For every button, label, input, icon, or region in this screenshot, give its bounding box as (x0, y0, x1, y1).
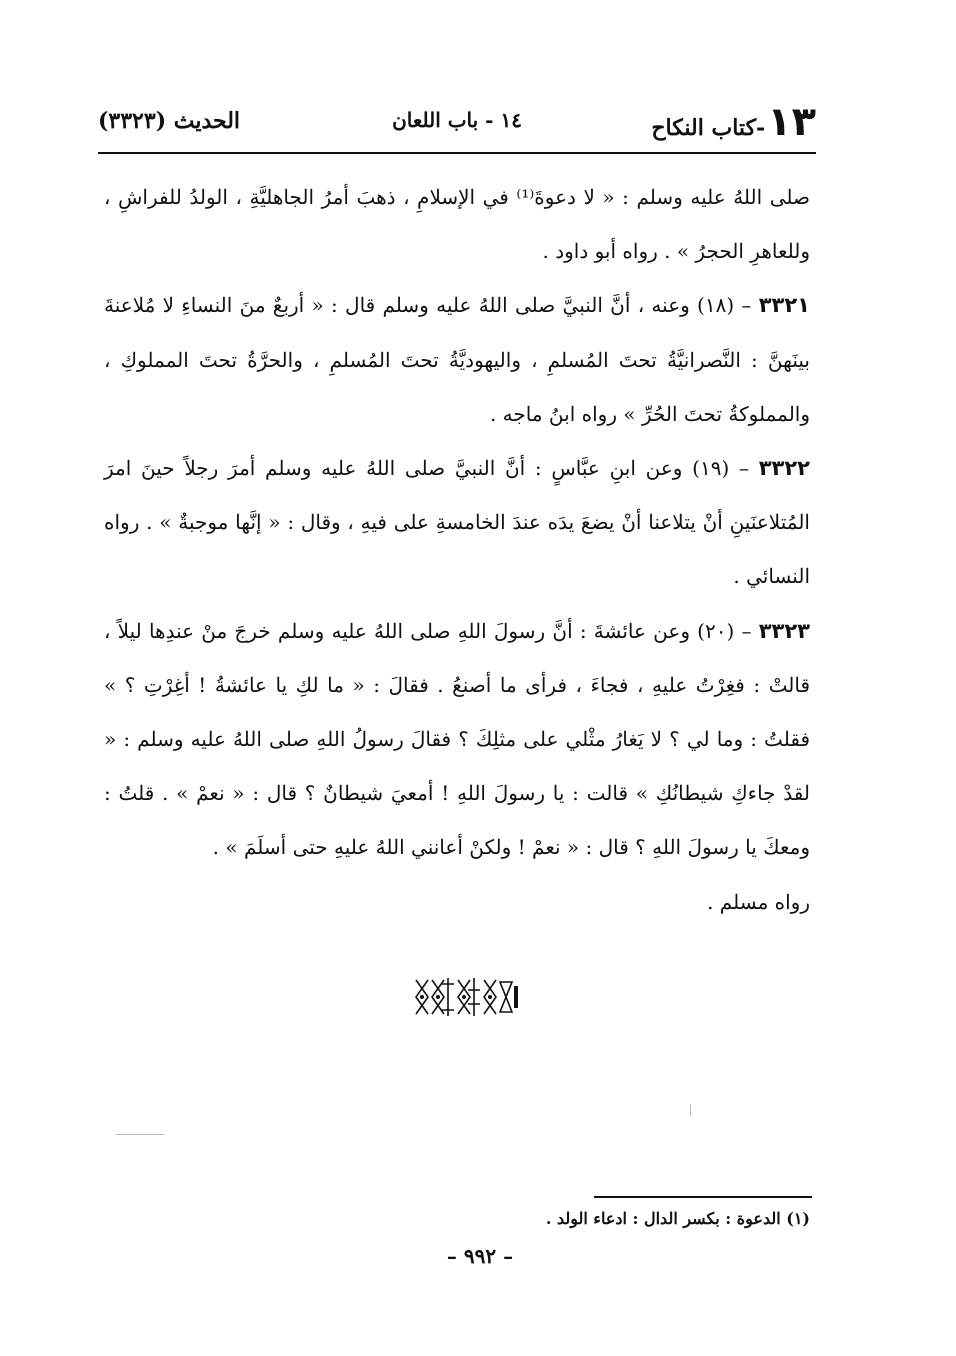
hadith-reference: الحديث (٣٣٢٣) (98, 108, 241, 134)
hadith-number: ٣٣٢٣ (758, 618, 810, 643)
running-header (98, 100, 816, 152)
closing-line: رواه مسلم . (707, 889, 810, 914)
paragraph (104, 170, 810, 278)
paragraph (104, 278, 810, 441)
main-text (104, 170, 810, 929)
book-number: ١٣ (767, 99, 816, 145)
paragraph-text: – (٢٠) وعن عائشةَ : أنَّ رسولَ اللهِ صلى اللهُ عليه وسلم خرجَ منْ عندِها ليلاً ، قالتْ : فغِرْتُ عليهِ ، فجاءَ ، فرأى ما أصنعُ . فقالَ : « ما لكِ يا عائشةُ ! أغِرْتِ ؟ » فقلتُ : وما لي ؟ لا يَغارُ مثْلي على مثلِكَ ؟ فقالَ رسولُ اللهِ صلى اللهُ عليه وسلم : « لقدْ جاءكِ شيطانُكِ » قالت : يا رسولَ اللهِ ! أمعيَ شيطانٌ ؟ قال : « نعمْ » . قلتُ : ومعكَ يا رسولَ اللهِ ؟ قال : « نعمْ ! ولكنْ أعانني اللهُ عليهِ حتى أسلَمَ » . (104, 618, 810, 860)
hadith-number: ٣٣٢٢ (758, 456, 810, 481)
footnote: (١) الدعوة : بكسر الدال : ادعاء الولد . (545, 1209, 810, 1228)
scan-mark (690, 1104, 691, 1116)
header-divider (98, 152, 816, 154)
page-number: – ٩٩٢ – (446, 1244, 514, 1268)
paragraph-text: صلى اللهُ عليه وسلم : « لا دعوةَ⁽¹⁾ في الإسلامِ ، ذهبَ أمرُ الجاهليَّةِ ، الولدُ للفراشِ ، وللعاهرِ الحجرُ » . رواه أبو داود . (104, 185, 810, 264)
book-title: -كتاب النكاح (651, 115, 766, 141)
paragraph (104, 441, 810, 604)
paragraph-text: – (١٨) وعنه ، أنَّ النبيَّ صلى اللهُ عليه وسلم قال : « أربعٌ منَ النساءِ لا مُلاعنةَ بينَهنَّ : النَّصرانيَّةُ تحتَ المُسلمِ ، واليهوديَّةُ تحتَ المُسلمِ ، والحرَّةُ تحتَ المملوكِ ، والمملوكةُ تحتَ الحُرِّ » رواه ابنُ ماجه . (104, 293, 810, 426)
paragraph-text: – (١٩) وعن ابنِ عبَّاسٍ : أنَّ النبيَّ صلى اللهُ عليه وسلم أمرَ رجلاً حينَ امرَ المُتلاعنَينِ أنْ يتلاعنا أنْ يضعَ يدَه عندَ الخامسةِ على فيهِ ، وقال : « إنَّها موجبةٌ » . رواه النسائي . (104, 456, 810, 589)
footnote-divider (594, 1196, 812, 1198)
chapter-title: ١٤ - باب اللعان (392, 108, 522, 132)
scan-mark (116, 1134, 164, 1135)
paragraph (104, 604, 810, 875)
section-ornament-icon (412, 974, 520, 1020)
hadith-number: ٣٣٢١ (758, 293, 810, 318)
